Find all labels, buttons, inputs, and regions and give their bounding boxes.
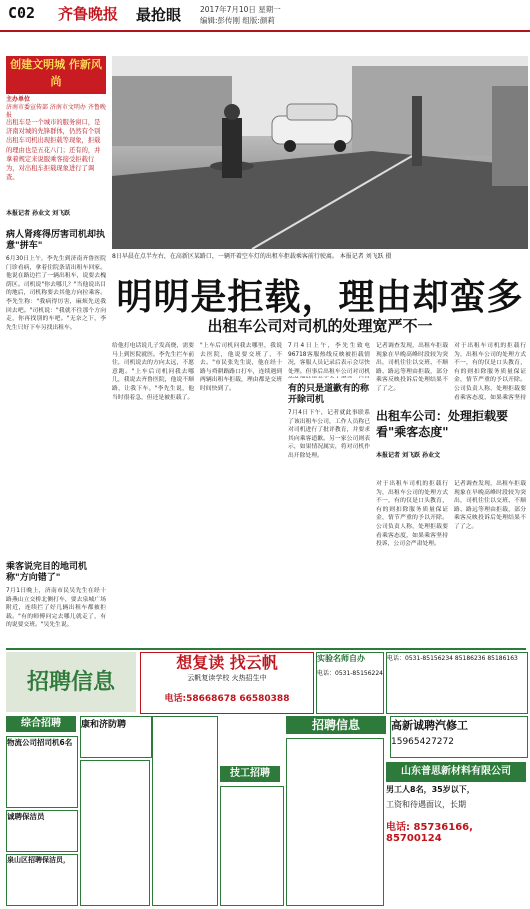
section-zonghe: 综合招聘 (6, 716, 76, 732)
page-header (0, 0, 530, 32)
ad-small-4[interactable] (286, 738, 384, 906)
company-section (376, 408, 526, 459)
byline: 本报记者 孙业文 刘飞跃 (6, 210, 71, 217)
photo-caption: 8日早晨在点半左右，在高新区某路口，一辆开着空车灯的出租车拒载乘客前行驶离。 本报记者 刘飞跃 摄 (112, 253, 392, 260)
editorial-lead: 出租车是一个城市的服务窗口，是济南对城的先锋群体，仍然有个别出租车司机出现拒载等现象，拒载的理由也是五花八门；还有的，并拿着规定来说服乘客接受拒载行为，对出租车拒载现象进行了调查。 (6, 119, 101, 182)
ad-hiring-line2: 工资和待遇面议，长期 (386, 800, 466, 809)
ad-yunfan-title: 想复读 找云帆 (176, 653, 278, 672)
ad-quanshan[interactable] (6, 854, 78, 906)
subhead-direction: 乘客说完目的地司机称"方向错了" (6, 562, 88, 583)
ad-shiye[interactable] (316, 652, 384, 714)
ad-quanshan-title: 泉山区招聘保洁员， (7, 856, 70, 864)
street-scene-illustration (112, 56, 528, 249)
ad-shiye-title: 实验名师自办 (317, 654, 365, 663)
ad-shiye-phone: 电话：0531-85156224 (317, 670, 383, 677)
body-column-2: "上车后司机问我去哪里，我说去医院，他说要交班了，不去。"市民张先生说，他在经十路与舜耕路路口打车，连续遇到两辆出租车拒载，理由都是交班时间快到了。 (200, 343, 282, 392)
ad-yunfan-sub: 云帆复读学校 火热招生中 (187, 674, 267, 682)
ad-gaoxin-title: 高新诚聘汽修工 (391, 719, 468, 732)
section-jigong: 技工招聘 (220, 766, 280, 782)
ad-small-2[interactable] (152, 716, 218, 906)
section-title: 最抢眼 (136, 6, 182, 24)
ad-zhaopin-top[interactable] (386, 652, 528, 714)
dateline (200, 4, 281, 26)
ad-gongsi-bar[interactable] (386, 762, 526, 782)
byline-2: 本报记者 刘飞跃 孙业文 (376, 452, 441, 459)
campaign-slogan: 创建文明城 作新风尚 (6, 56, 106, 94)
ad-yunfan-phone: 电话:58668678 66580388 (164, 694, 290, 704)
body-column-6-top: 对于出租车司机的拒载行为，出租车公司的处理方式不一，有的仅是口头教育，有的则扣除服务质量保证金，情节严重的予以开除。公司负责人称，处理拒载要看乘客态度，如果乘客坚持 (454, 343, 526, 401)
ad-logo-block (6, 652, 136, 712)
ad-yunfan[interactable] (140, 652, 314, 714)
ad-small-3[interactable] (220, 786, 284, 906)
column-3-wrap (288, 342, 370, 645)
ad-baojie[interactable] (6, 810, 78, 852)
section-zhaopin-label: 招聘信息 (311, 718, 360, 732)
body-column-7: 对于出租车司机的拒载行为，出租车公司的处理方式不一，有的仅是口头教育，有的则扣除服务质量保证金，情节严重的予以开除。公司负责人称，处理拒载要看乘客态度，如果乘客坚持投诉，公司会严肃处理。 (376, 481, 448, 548)
sponsor-detail: 济南市委宣传部 济南市文明办 齐鲁晚报 (6, 104, 106, 119)
body-column-4: 7月4日下午，记者就此事联系了该出租车公司，工作人员称已对司机进行了批评教育，并要求其向乘客道歉。另一家公司则表示，如果情况属实，将对司机作出开除处理。 (288, 410, 370, 459)
ad-gongsi-body (386, 784, 526, 844)
ad-zhaopin-top-phone: 电话：0531-85156234 85186236 85186163 (387, 655, 518, 662)
subhead-handling: 有的只是道歉有的称开除司机 (288, 384, 370, 405)
ad-kanghe[interactable] (80, 716, 152, 758)
subhead-company: 出租车公司：处理拒载要看"乘客态度" (376, 409, 509, 439)
ad-hiring-phone: 电话: 85736166, 85700124 (386, 822, 473, 844)
ad-baojie-title: 诚聘保洁员 (7, 812, 45, 821)
subhead-patient: 病人肾疼得厉害司机却执意"拼车" (6, 230, 106, 251)
date-text: 2017年7月10日 星期一 (200, 5, 281, 14)
left-byline-wrap (6, 208, 106, 217)
left-story-2 (6, 562, 106, 657)
body-column-8: 记者调查发现，出租车拒载现象在早晚高峰时段较为突出，司机往往以交班、不顺路、路远等理由拒载，部分乘客反映投诉后处理结果不了了之。 (454, 481, 526, 530)
ad-gongsi-name: 山东普思新材料有限公司 (401, 766, 511, 777)
sub-headline: 出租车公司对司机的处理宽严不一 (207, 317, 433, 335)
main-headline: 明明是拒载，理由却蛮多 (116, 276, 524, 318)
ad-wuliu[interactable] (6, 736, 78, 808)
story-body-2: 7月1日晚上，济南市民吴先生在经十路燕山立交桥北侧打车，要去泉城广场附近，连续拦了好几辆出租车都被拒载。"有的师傅问完去哪儿就走了，有的说要交班。"吴先生说。 (6, 588, 106, 629)
page-number: C02 (8, 4, 36, 22)
left-story-1 (6, 230, 106, 555)
ad-hiring-line: 男工人8名，35岁以下， (386, 785, 475, 794)
street-photo (112, 56, 528, 249)
body-column-5: 记者调查发现，出租车拒载现象在早晚高峰时段较为突出，司机往往以交班、不顺路、路远等理由拒载，部分乘客反映投诉后处理结果不了了之。 (376, 343, 448, 392)
section-zhaopin-bar (286, 716, 386, 734)
newspaper-brand: 齐鲁晚报 (58, 5, 119, 23)
ad-wuliu-title: 物流公司招司机6名 (7, 738, 73, 747)
body-column-1: 给他打电话说儿子发高烧，需要马上到医院就医。李先生拦车前往，司机说去的方向太远，不愿意跑。"上车后司机问我去哪儿，我说去齐鲁医院，他说不顺路，让我下车。"李先生说，他当时很着急，但还是被拒载了。 (112, 343, 194, 401)
classified-ads (6, 648, 526, 908)
ad-logo-text: 招聘信息 (26, 669, 115, 695)
story-body-1: 6月30日上午，李先生到济南齐鲁医院门诊看病，拿着住院条请出租车回家。他说在路边拦了一辆出租车，说要去槐荫区。司机说"你去哪儿？"当他说出目的地后，司机称要去其他方向拉乘客。李先生称："我病得厉害，麻烦先送我回去吧。"司机说："我就不往那个方向走，你再找别的车吧。"无奈之下，李先生只好下车另找出租车。 (6, 256, 106, 331)
ad-gaoxin[interactable] (390, 716, 528, 758)
sponsor-block (6, 96, 106, 120)
sponsor-label: 主办单位 (6, 96, 31, 103)
editor-text: 编辑:彭传刚 组版:颜莉 (200, 16, 275, 25)
body-column-3: 7月4日上午，李先生致电96718客服热线反映被拒载情况，客服人员记录后表示会尽快处理。但事后出租车公司对司机 (288, 343, 370, 375)
ad-gaoxin-phone: 15965427272 (391, 737, 454, 747)
ad-kanghe-title: 康和济防聘 (81, 720, 127, 730)
ad-small-1[interactable] (80, 760, 150, 906)
